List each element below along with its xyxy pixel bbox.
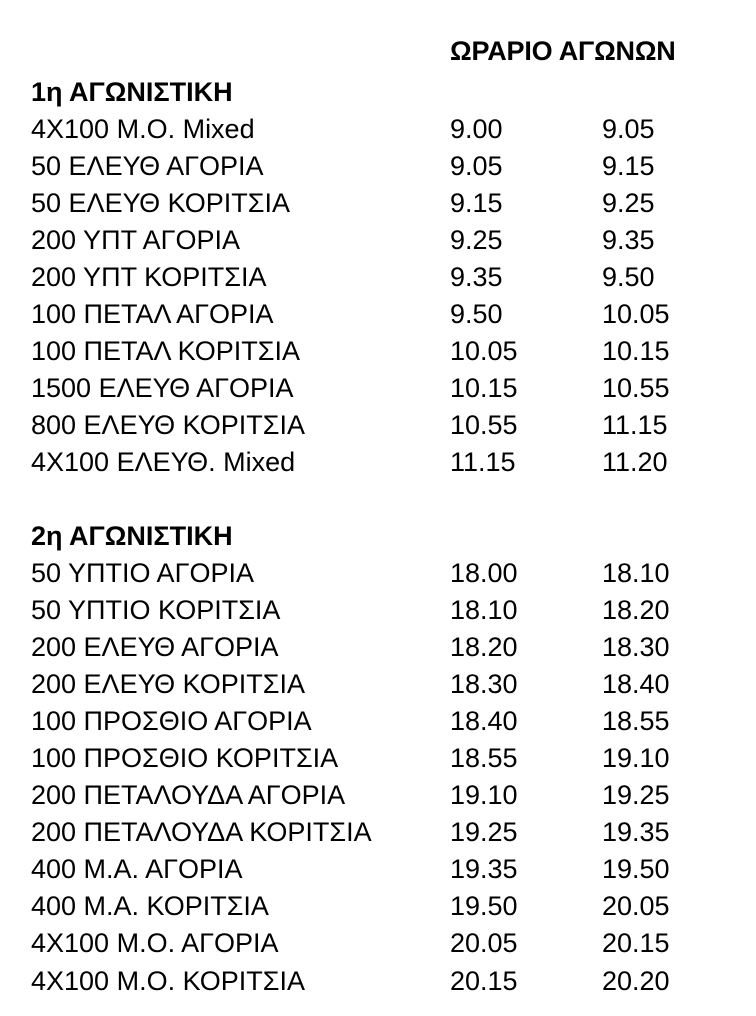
event-row (31, 703, 731, 740)
session-title: 1η ΑΓΩΝΙΣΤΙΚΗ (31, 77, 233, 107)
event-start-time: 10.05 (450, 336, 518, 367)
event-name: 1500 ΕΛΕΥΘ ΑΓΟΡΙΑ (31, 373, 294, 404)
event-end-time: 18.10 (602, 558, 670, 588)
session-1 (31, 74, 731, 481)
event-row (31, 222, 731, 259)
event-row (31, 592, 731, 629)
event-end-time: 9.50 (602, 262, 655, 293)
event-start-time: 19.25 (450, 817, 518, 848)
event-start-time: 9.00 (450, 114, 503, 144)
event-row (31, 629, 731, 666)
event-start-time: 10.15 (450, 373, 518, 404)
event-name: 4Χ100 ΕΛΕΥΘ. Mixed (31, 447, 296, 478)
event-name: 50 ΕΛΕΥΘ ΚΟΡΙΤΣΙΑ (31, 188, 290, 219)
event-row (31, 148, 731, 185)
event-name: 200 ΕΛΕΥΘ ΑΓΟΡΙΑ (31, 632, 279, 663)
event-list (31, 111, 731, 481)
event-name: 200 ΕΛΕΥΘ ΚΟΡΙΤΣΙΑ (31, 669, 305, 700)
event-row (31, 814, 731, 851)
event-row (31, 555, 731, 592)
event-start-time: 18.10 (450, 595, 518, 626)
session-2 (31, 518, 731, 1000)
event-start-time: 9.35 (450, 262, 503, 293)
event-end-time: 18.55 (602, 706, 670, 737)
event-row (31, 925, 731, 962)
event-name: 100 ΠΡΟΣΘΙΟ ΚΟΡΙΤΣΙΑ (31, 743, 339, 774)
event-end-time: 11.20 (602, 447, 668, 478)
event-row (31, 370, 731, 407)
event-row (31, 185, 731, 222)
event-row (31, 963, 731, 1000)
event-start-time: 18.20 (450, 632, 518, 663)
event-end-time: 20.05 (602, 891, 670, 922)
event-start-time: 11.15 (450, 447, 516, 478)
event-start-time: 9.15 (450, 188, 503, 219)
event-start-time: 18.00 (450, 558, 518, 588)
event-start-time: 20.15 (450, 965, 518, 996)
event-name: 800 ΕΛΕΥΘ ΚΟΡΙΤΣΙΑ (31, 410, 305, 441)
event-name: 200 ΠΕΤΑΛΟΥΔΑ ΚΟΡΙΤΣΙΑ (31, 817, 372, 848)
event-name: 50 ΥΠΤΙΟ ΚΟΡΙΤΣΙΑ (31, 595, 281, 626)
event-name: 200 ΥΠΤ ΚΟΡΙΤΣΙΑ (31, 262, 267, 293)
event-name: 50 ΕΛΕΥΘ ΑΓΟΡΙΑ (31, 151, 264, 182)
session-title: 2η ΑΓΩΝΙΣΤΙΚΗ (31, 521, 233, 551)
event-start-time: 10.55 (450, 410, 518, 441)
event-end-time: 20.15 (602, 928, 670, 959)
event-start-time: 20.05 (450, 928, 518, 959)
event-row (31, 666, 731, 703)
event-row (31, 296, 731, 333)
event-start-time: 9.05 (450, 151, 503, 182)
event-start-time: 9.50 (450, 299, 503, 330)
event-name: 100 ΠΕΤΑΛ ΚΟΡΙΤΣΙΑ (31, 336, 300, 367)
event-end-time: 10.15 (602, 336, 670, 367)
event-row (31, 777, 731, 814)
event-end-time: 9.15 (602, 151, 655, 182)
event-start-time: 9.25 (450, 225, 503, 256)
event-start-time: 18.40 (450, 706, 518, 737)
event-end-time: 19.25 (602, 780, 670, 811)
event-list (31, 555, 731, 1000)
event-row (31, 407, 731, 444)
event-row (31, 259, 731, 296)
event-end-time: 19.35 (602, 817, 670, 848)
event-end-time: 19.50 (602, 854, 670, 885)
event-row (31, 888, 731, 925)
event-name: 100 ΠΕΤΑΛ ΑΓΟΡΙΑ (31, 299, 274, 330)
event-start-time: 18.55 (450, 743, 518, 774)
event-row (31, 740, 731, 777)
event-start-time: 19.50 (450, 891, 518, 922)
event-name: 400 Μ.Α. ΑΓΟΡΙΑ (31, 854, 243, 885)
event-end-time: 11.15 (602, 410, 668, 441)
event-end-time: 19.10 (602, 743, 670, 774)
event-row (31, 111, 731, 148)
event-end-time: 10.05 (602, 299, 670, 330)
event-name: 200 ΠΕΤΑΛΟΥΔΑ ΑΓΟΡΙΑ (31, 780, 346, 811)
event-end-time: 9.35 (602, 225, 655, 256)
event-end-time: 18.30 (602, 632, 670, 663)
event-name: 50 ΥΠΤΙΟ ΑΓΟΡΙΑ (31, 558, 254, 588)
event-end-time: 18.20 (602, 595, 670, 626)
event-name: 100 ΠΡΟΣΘΙΟ ΑΓΟΡΙΑ (31, 706, 312, 737)
event-start-time: 19.35 (450, 854, 518, 885)
event-end-time: 9.25 (602, 188, 655, 219)
event-name: 4Χ100 Μ.Ο. Mixed (31, 114, 255, 144)
event-name: 4Χ100 Μ.Ο. ΑΓΟΡΙΑ (31, 928, 279, 959)
event-row (31, 444, 731, 481)
event-end-time: 9.05 (602, 114, 655, 144)
event-start-time: 19.10 (450, 780, 518, 811)
event-end-time: 10.55 (602, 373, 670, 404)
event-name: 400 Μ.Α. ΚΟΡΙΤΣΙΑ (31, 891, 269, 922)
event-name: 4Χ100 Μ.Ο. ΚΟΡΙΤΣΙΑ (31, 965, 305, 996)
event-name: 200 ΥΠΤ ΑΓΟΡΙΑ (31, 225, 240, 256)
schedule-title: ΩΡΑΡΙΟ ΑΓΩΝΩΝ (450, 36, 676, 66)
event-row (31, 333, 731, 370)
event-end-time: 20.20 (602, 965, 670, 996)
event-start-time: 18.30 (450, 669, 518, 700)
event-end-time: 18.40 (602, 669, 670, 700)
event-row (31, 851, 731, 888)
